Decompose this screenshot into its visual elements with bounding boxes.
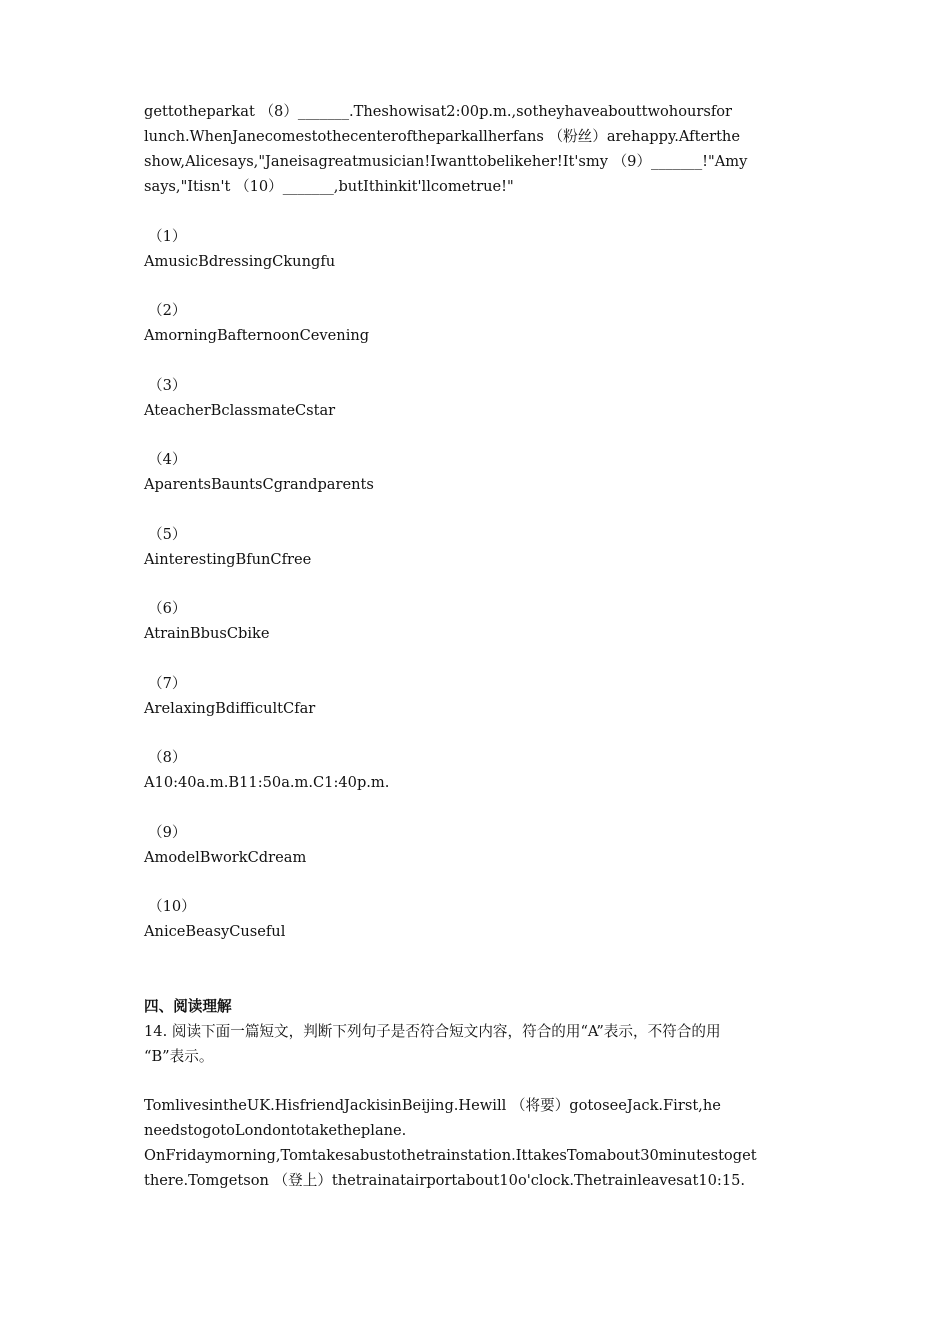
- question-options: AtrainBbusCbike: [144, 625, 270, 642]
- question-options: AniceBeasyCuseful: [144, 923, 286, 940]
- question-options: AmodelBworkCdream: [144, 848, 307, 866]
- question-number: （4）: [148, 451, 187, 468]
- passage-line: TomlivesintheUK.HisfriendJackisinBeijing.Hewill （将要）gotoseeJack.First,he: [144, 1097, 721, 1114]
- passage-line: lunch.WhenJanecomestothecenteroftheparkallherfans （粉丝）arehappy.Afterthe: [144, 128, 740, 145]
- question-options: AteacherBclassmateCstar: [144, 401, 336, 419]
- section-heading: 四、阅读理解: [144, 997, 232, 1015]
- passage-line: says,"Itisn't （10）_______,butIthinkit'llcometrue!": [144, 178, 514, 195]
- instruction-text: “B”表示。: [144, 1047, 214, 1065]
- passage-line: there.Tomgetson （登上）thetrainatairportabout10o'clock.Thetrainleavesat10:15.: [144, 1172, 746, 1189]
- passage-line: show,Alicesays,"Janeisagreatmusician!Iwanttobelikeher!It'smy （9）_______!"Amy: [144, 153, 748, 170]
- question-options: A10:40a.m.B11:50a.m.C1:40p.m.: [144, 774, 390, 791]
- passage-line: OnFridaymorning,Tomtakesabustothetrainstation.IttakesTomabout30minutestoget: [144, 1147, 757, 1164]
- question-options: AparentsBauntsCgrandparents: [144, 476, 374, 493]
- passage-continuation: [144, 99, 804, 199]
- question-number: （10）: [148, 898, 196, 915]
- question-options: AinterestingBfunCfree: [144, 550, 312, 568]
- question-options: AmusicBdressingCkungfu: [144, 252, 336, 270]
- question-number: （1）: [148, 227, 187, 245]
- passage-line: needstogotoLondontotaketheplane.: [144, 1122, 407, 1139]
- question-number: （3）: [148, 376, 187, 394]
- question-number: （8）: [148, 749, 187, 766]
- passage-line: gettotheparkat （8）_______.Theshowisat2:00p.m.,sotheyhaveabouttwohoursfor: [144, 103, 733, 120]
- question-options: ArelaxingBdifficultCfar: [144, 699, 316, 717]
- question-options: AmorningBafternoonCevening: [144, 327, 370, 344]
- document-page: [144, 99, 804, 1193]
- instruction-text: 14. 阅读下面一篇短文，判断下列句子是否符合短文内容，符合的用“A”表示，不符合的用: [144, 1022, 721, 1040]
- question-number: （7）: [148, 674, 187, 692]
- question-number: （5）: [148, 525, 187, 543]
- section-reading-comprehension: [144, 944, 804, 1193]
- question-number: （2）: [148, 302, 187, 319]
- question-number: （9）: [148, 823, 187, 841]
- question-list: [144, 199, 804, 944]
- question-number: （6）: [148, 600, 187, 617]
